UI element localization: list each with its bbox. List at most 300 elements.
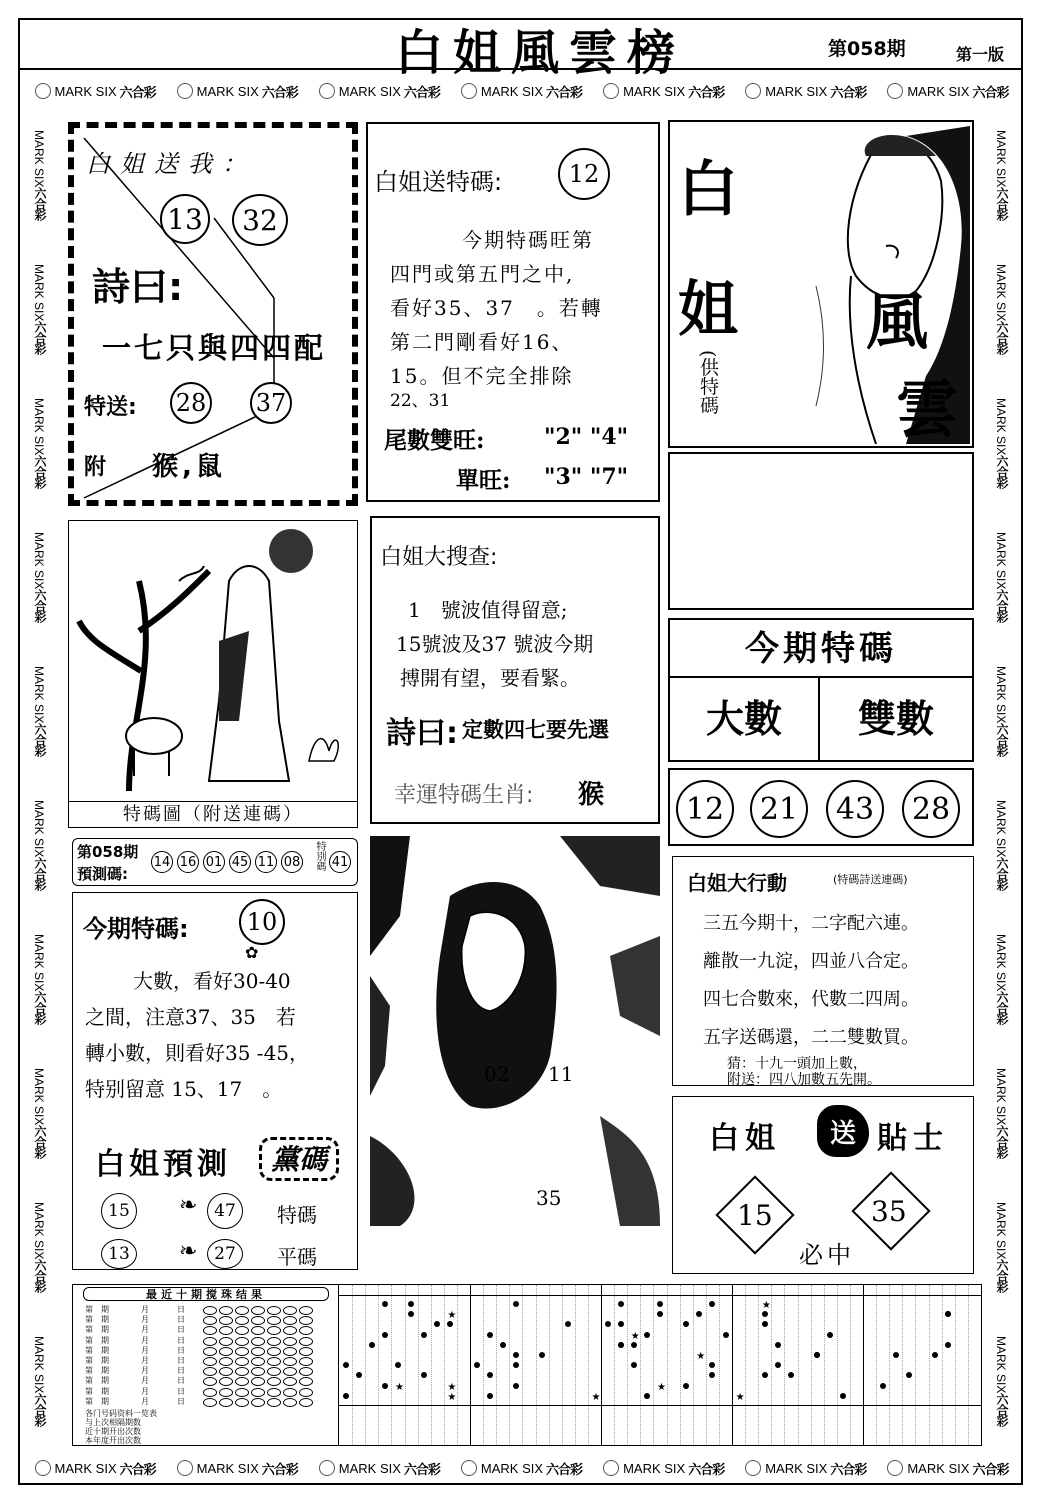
grid-star-mark: ★ bbox=[630, 1330, 640, 1342]
predict-label-2: 平碼 bbox=[277, 1245, 317, 1269]
brand-en: MARK SIX bbox=[32, 531, 46, 590]
action-line-2: 離散一九淀，四並八合定。 bbox=[703, 951, 919, 972]
grid-dot-mark bbox=[644, 1393, 650, 1399]
brand-en: MARK SIX bbox=[623, 1460, 686, 1476]
results-row-month: 月 bbox=[141, 1386, 149, 1396]
portrait-char-1: 白 bbox=[678, 155, 738, 225]
action-sub: (特碼詩送連碼) bbox=[833, 873, 908, 886]
results-ball-slot bbox=[203, 1326, 217, 1335]
brand-tag bbox=[177, 82, 298, 101]
brand-tag bbox=[991, 1202, 1011, 1292]
brand-en: MARK SIX bbox=[338, 1460, 401, 1476]
results-ball-slot bbox=[235, 1316, 249, 1325]
brand-en: MARK SIX bbox=[994, 531, 1008, 590]
action-line-4: 五字送碼還，二二雙數買。 bbox=[703, 1027, 919, 1048]
grid-dot-mark bbox=[395, 1362, 401, 1368]
brand-en: MARK SIX bbox=[32, 1201, 46, 1260]
special-line-4: 第二門剛看好16、 bbox=[390, 330, 574, 354]
grid-dot-mark bbox=[513, 1383, 519, 1389]
grid-header-rule bbox=[339, 1295, 981, 1296]
flower-icon bbox=[319, 1460, 335, 1476]
prediction-num: 11 bbox=[255, 851, 277, 873]
action-line-3: 四七合數來，代數二四周。 bbox=[703, 989, 919, 1010]
photo-box bbox=[370, 836, 660, 1226]
grid-dot-mark bbox=[513, 1301, 519, 1307]
results-row-month: 月 bbox=[141, 1396, 149, 1406]
grid-dot-mark bbox=[762, 1372, 768, 1378]
flower-icon bbox=[603, 83, 619, 99]
results-row-month: 月 bbox=[141, 1356, 149, 1365]
brand-tag bbox=[29, 1202, 49, 1292]
flower-icon bbox=[461, 83, 477, 99]
brand-en: MARK SIX bbox=[54, 1460, 117, 1476]
grid-line bbox=[640, 1285, 641, 1445]
grid-dot-mark bbox=[775, 1342, 781, 1348]
results-footer-label: 各门号码资料一览表 bbox=[85, 1409, 157, 1418]
results-row bbox=[85, 1397, 335, 1407]
brand-en: MARK SIX bbox=[32, 397, 46, 456]
grid-line bbox=[667, 1285, 668, 1445]
results-row-label: 第 期 bbox=[85, 1325, 109, 1335]
brand-zh: 六合彩 bbox=[261, 1461, 298, 1477]
grid-line bbox=[457, 1285, 458, 1445]
tips-num: 10 bbox=[239, 899, 285, 945]
results-ball-slot bbox=[299, 1326, 313, 1335]
results-ball-slot bbox=[299, 1306, 313, 1315]
results-row-month: 月 bbox=[141, 1315, 149, 1325]
woman-photo-image bbox=[370, 836, 660, 1226]
grid-dot-mark bbox=[343, 1393, 349, 1399]
search-poem: 定數四七要先選 bbox=[462, 718, 609, 742]
results-row-month: 月 bbox=[141, 1335, 149, 1345]
results-row-day: 日 bbox=[177, 1345, 185, 1355]
poem-label: 詩曰: bbox=[92, 265, 184, 309]
diagonal-lines bbox=[74, 128, 352, 500]
grid-dot-mark bbox=[356, 1372, 362, 1378]
results-ball-slot bbox=[267, 1357, 281, 1366]
grid-dot-mark bbox=[762, 1311, 768, 1317]
grid-dot-mark bbox=[644, 1332, 650, 1338]
grid-star-mark: ★ bbox=[447, 1391, 457, 1403]
grid-line bbox=[784, 1285, 785, 1445]
grid-dot-mark bbox=[840, 1393, 846, 1399]
grid-line bbox=[771, 1285, 772, 1445]
grid-line bbox=[902, 1285, 903, 1445]
single-values: "3" "7" bbox=[544, 464, 629, 490]
results-ball-slot bbox=[235, 1306, 249, 1315]
prediction-label-1: 第058期 bbox=[77, 843, 139, 861]
special-main-num: 12 bbox=[558, 148, 610, 200]
grid-line bbox=[405, 1285, 406, 1445]
brand-en: MARK SIX bbox=[480, 83, 544, 99]
predict-stamp: 黨碼 bbox=[259, 1137, 339, 1181]
photo-num-2: 11 bbox=[548, 1062, 574, 1086]
results-ball-slot bbox=[235, 1377, 249, 1386]
results-ball-slot bbox=[235, 1347, 249, 1356]
brand-zh: 六合彩 bbox=[830, 84, 867, 100]
grid-dot-mark bbox=[775, 1362, 781, 1368]
brand-tag bbox=[991, 666, 1011, 756]
grid-dot-mark bbox=[723, 1332, 729, 1338]
grid-line bbox=[496, 1285, 497, 1445]
brand-zh: 六合彩 bbox=[995, 991, 1009, 1025]
brand-en: MARK SIX bbox=[32, 1067, 46, 1126]
results-row-month: 月 bbox=[141, 1376, 149, 1386]
grid-dot-mark bbox=[618, 1301, 624, 1307]
grid-dot-mark bbox=[696, 1311, 702, 1317]
brand-tag bbox=[603, 1459, 724, 1478]
header-title: 白姐風雲榜 bbox=[394, 25, 685, 81]
results-ball-slot bbox=[299, 1388, 313, 1397]
grid-dot-mark bbox=[788, 1372, 794, 1378]
special-box bbox=[366, 122, 660, 502]
brand-tag bbox=[35, 1459, 156, 1478]
grid-footer-rule bbox=[339, 1405, 981, 1406]
results-row-label: 第 期 bbox=[85, 1376, 109, 1386]
results-ball-slot bbox=[203, 1377, 217, 1386]
special-line-3: 看好35、37 。若轉 bbox=[390, 296, 603, 320]
grid-dot-mark bbox=[369, 1342, 375, 1348]
feather-icon: ❧ bbox=[179, 1239, 198, 1264]
brand-zh: 六合彩 bbox=[546, 84, 583, 100]
brand-tag bbox=[319, 82, 440, 101]
results-ball-slot bbox=[267, 1388, 281, 1397]
grid-dot-mark bbox=[683, 1383, 689, 1389]
grid-dot-mark bbox=[709, 1362, 715, 1368]
grid-dot-mark bbox=[382, 1332, 388, 1338]
grid-dot-mark bbox=[408, 1301, 414, 1307]
even-number-cell: 雙數 bbox=[857, 697, 934, 741]
predict-title: 白姐預測 bbox=[95, 1147, 231, 1182]
flower-icon bbox=[745, 83, 761, 99]
results-row-day: 日 bbox=[177, 1315, 185, 1325]
brand-tag bbox=[745, 1459, 866, 1478]
search-line-1: 1 號波值得留意; bbox=[408, 598, 568, 622]
results-ball-slot bbox=[219, 1398, 233, 1407]
results-row bbox=[85, 1376, 335, 1386]
grid-line bbox=[824, 1285, 825, 1445]
grid-dot-mark bbox=[657, 1311, 663, 1317]
results-ball-slot bbox=[283, 1326, 297, 1335]
special-line-5: 15。但不完全排除 bbox=[390, 364, 574, 388]
brand-tag bbox=[29, 1068, 49, 1158]
flower-icon bbox=[887, 83, 903, 99]
action-guess: 猜：十九一頭加上數， bbox=[727, 1056, 867, 1072]
results-row-day: 日 bbox=[177, 1396, 185, 1406]
special-num-1: 28 bbox=[170, 382, 212, 424]
brand-en: MARK SIX bbox=[32, 1335, 46, 1394]
brand-zh: 六合彩 bbox=[995, 1259, 1009, 1293]
edition-label: 第一版 bbox=[956, 45, 1005, 64]
results-left-panel bbox=[73, 1285, 339, 1445]
results-ball-slot bbox=[283, 1347, 297, 1356]
grid-line bbox=[627, 1285, 628, 1445]
grid-line bbox=[431, 1285, 432, 1445]
grid-line bbox=[850, 1285, 851, 1445]
results-ball-slot bbox=[235, 1367, 249, 1376]
results-ball-slot bbox=[251, 1306, 265, 1315]
grid-dot-mark bbox=[474, 1362, 480, 1368]
prediction-row bbox=[72, 838, 358, 886]
results-ball-slot bbox=[251, 1367, 265, 1376]
brand-zh: 六合彩 bbox=[688, 1461, 725, 1477]
grid-dot-mark bbox=[513, 1352, 519, 1358]
brand-zh: 六合彩 bbox=[119, 84, 156, 100]
results-ball-slot bbox=[267, 1347, 281, 1356]
brand-zh: 六合彩 bbox=[33, 857, 47, 891]
brand-en: MARK SIX bbox=[32, 129, 46, 188]
results-ball-slot bbox=[219, 1357, 233, 1366]
grid-line bbox=[549, 1285, 550, 1445]
brand-zh: 六合彩 bbox=[972, 84, 1009, 100]
photo-num-1: 02 bbox=[484, 1062, 510, 1086]
grid-star-mark: ★ bbox=[761, 1300, 771, 1311]
brand-zh: 六合彩 bbox=[261, 84, 298, 100]
grid-star-mark: ★ bbox=[447, 1310, 457, 1322]
results-row-label: 第 期 bbox=[85, 1356, 109, 1365]
results-ball-slot bbox=[235, 1398, 249, 1407]
brand-en: MARK SIX bbox=[338, 83, 401, 99]
flower-icon bbox=[603, 1460, 619, 1476]
results-ball-slot bbox=[219, 1347, 233, 1356]
poem-num-2: 32 bbox=[232, 194, 288, 246]
special-num-2: 37 bbox=[250, 382, 292, 424]
grid-line bbox=[758, 1285, 759, 1445]
results-ball-slot bbox=[219, 1367, 233, 1376]
tail-values: "2" "4" bbox=[544, 424, 629, 450]
grid-line bbox=[680, 1285, 681, 1445]
brand-zh: 六合彩 bbox=[688, 84, 725, 100]
grid-dot-mark bbox=[539, 1352, 545, 1358]
tail-label: 尾數雙旺: bbox=[384, 427, 485, 454]
brand-en: MARK SIX bbox=[623, 83, 686, 99]
results-ball-slot bbox=[219, 1337, 233, 1346]
old-man-with-goat-image bbox=[69, 521, 357, 801]
grid-line bbox=[483, 1285, 484, 1445]
single-label: 單旺: bbox=[456, 467, 511, 494]
results-row-day: 日 bbox=[177, 1305, 185, 1314]
grid-line bbox=[811, 1285, 812, 1445]
results-ball-slot bbox=[251, 1388, 265, 1397]
tips-line-3: 轉小數，則看好35 -45， bbox=[85, 1041, 310, 1065]
portrait-char-3: 風 bbox=[866, 285, 929, 358]
results-ball-slot bbox=[267, 1306, 281, 1315]
grid-line bbox=[522, 1285, 523, 1445]
brand-zh: 六合彩 bbox=[995, 1125, 1009, 1159]
brand-tag bbox=[887, 1459, 1008, 1478]
search-box bbox=[370, 516, 660, 824]
brand-en: MARK SIX bbox=[32, 933, 46, 992]
grid-star-mark: ★ bbox=[394, 1381, 404, 1393]
brand-tag bbox=[991, 1336, 1011, 1426]
results-ball-slot bbox=[267, 1398, 281, 1407]
results-row bbox=[85, 1346, 335, 1356]
grid-dot-mark bbox=[709, 1372, 715, 1378]
results-ball-slot bbox=[235, 1357, 249, 1366]
grid-dot-mark bbox=[382, 1301, 388, 1307]
predict-a-1: 15 bbox=[101, 1193, 137, 1229]
brand-zh: 六合彩 bbox=[33, 1125, 47, 1159]
tips-line-2: 之間，注意37、35 若 bbox=[85, 1005, 296, 1029]
brand-zh: 六合彩 bbox=[33, 723, 47, 757]
results-row bbox=[85, 1366, 335, 1376]
action-gift: 附送：四八加數五先開。 bbox=[727, 1072, 881, 1088]
lucky-label: 幸運特碼生肖: bbox=[394, 783, 534, 808]
grid-line bbox=[470, 1285, 471, 1445]
brand-en: MARK SIX bbox=[994, 397, 1008, 456]
special-title: 白姐送特碼: bbox=[374, 168, 503, 196]
results-ball-slot bbox=[219, 1377, 233, 1386]
hint-num-2: 35 bbox=[871, 1195, 907, 1228]
results-ball-slot bbox=[235, 1326, 249, 1335]
brand-tag bbox=[991, 532, 1011, 622]
brand-tag bbox=[29, 934, 49, 1024]
results-footer-label: 近十期开出次数 bbox=[85, 1427, 141, 1436]
hint-title-2: 貼士 bbox=[877, 1121, 949, 1156]
tp-num-2: 21 bbox=[750, 780, 808, 838]
results-row-label: 第 期 bbox=[85, 1396, 109, 1406]
brand-tag bbox=[991, 800, 1011, 890]
grid-dot-mark bbox=[657, 1301, 663, 1307]
results-ball-slot bbox=[219, 1326, 233, 1335]
results-ball-slot bbox=[251, 1326, 265, 1335]
results-ball-slot bbox=[299, 1398, 313, 1407]
prediction-label-2: 預測碼: bbox=[77, 865, 128, 883]
grid-dot-mark bbox=[487, 1372, 493, 1378]
predict-label-1: 特碼 bbox=[277, 1203, 317, 1227]
grid-dot-mark bbox=[631, 1362, 637, 1368]
results-ball-slot bbox=[203, 1398, 217, 1407]
results-ball-slot bbox=[299, 1357, 313, 1366]
flower-icon bbox=[887, 1460, 903, 1476]
grid-dot-mark bbox=[945, 1342, 951, 1348]
brand-zh: 六合彩 bbox=[33, 589, 47, 623]
results-ball-slot bbox=[283, 1316, 297, 1325]
search-line-2: 15號波及37 號波今期 bbox=[396, 632, 594, 656]
tp-num-1: 12 bbox=[676, 780, 734, 838]
portrait-box bbox=[668, 120, 974, 448]
brand-en: MARK SIX bbox=[994, 263, 1008, 322]
brand-tag bbox=[177, 1459, 298, 1478]
results-ball-slot bbox=[267, 1316, 281, 1325]
portrait-char-4: 雲 bbox=[896, 373, 959, 446]
special-line-2: 四門或第五門之中, bbox=[390, 262, 575, 286]
grid-dot-mark bbox=[447, 1321, 453, 1327]
tp-num-4: 28 bbox=[902, 780, 960, 838]
grid-line bbox=[942, 1285, 943, 1445]
results-ball-slot bbox=[203, 1388, 217, 1397]
results-ball-slot bbox=[299, 1316, 313, 1325]
grid-line bbox=[706, 1285, 707, 1445]
poem-num-1: 13 bbox=[160, 194, 210, 244]
results-row-label: 第 期 bbox=[85, 1315, 109, 1325]
grid-dot-mark bbox=[906, 1372, 912, 1378]
brand-zh: 六合彩 bbox=[995, 187, 1009, 221]
search-poem-label: 詩曰: bbox=[386, 716, 458, 751]
results-grid bbox=[339, 1285, 981, 1445]
brand-strip-right bbox=[988, 108, 1014, 1448]
brand-tag bbox=[29, 398, 49, 488]
grid-line bbox=[588, 1285, 589, 1445]
grid-dot-mark bbox=[565, 1321, 571, 1327]
brand-zh: 六合彩 bbox=[403, 1461, 440, 1477]
brand-zh: 六合彩 bbox=[33, 321, 47, 355]
flower-icon bbox=[177, 1460, 193, 1476]
grid-dot-mark bbox=[618, 1342, 624, 1348]
flower-icon bbox=[35, 1460, 51, 1476]
brand-tag bbox=[29, 800, 49, 890]
brand-zh: 六合彩 bbox=[830, 1461, 867, 1477]
grid-line bbox=[745, 1285, 746, 1445]
hint-stamp: 送 bbox=[817, 1105, 869, 1157]
results-ball-slot bbox=[267, 1337, 281, 1346]
results-ball-slot bbox=[267, 1326, 281, 1335]
grid-dot-mark bbox=[513, 1362, 519, 1368]
grid-dot-mark bbox=[945, 1311, 951, 1317]
brand-zh: 六合彩 bbox=[33, 1259, 47, 1293]
results-row-month: 月 bbox=[141, 1305, 149, 1314]
brand-zh: 六合彩 bbox=[995, 589, 1009, 623]
brand-en: MARK SIX bbox=[32, 665, 46, 724]
brand-en: MARK SIX bbox=[994, 933, 1008, 992]
grid-dot-mark bbox=[421, 1332, 427, 1338]
brand-zh: 六合彩 bbox=[119, 1461, 156, 1477]
flower-icon bbox=[461, 1460, 477, 1476]
special-line-6: 22、31 bbox=[390, 391, 451, 411]
results-ball-slot bbox=[219, 1306, 233, 1315]
results-ball-slot bbox=[283, 1388, 297, 1397]
prediction-num: 01 bbox=[203, 851, 225, 873]
attach-text: 猴,鼠 bbox=[152, 452, 226, 482]
grid-dot-mark bbox=[932, 1352, 938, 1358]
hint-title: 白姐 bbox=[709, 1121, 781, 1156]
brand-en: MARK SIX bbox=[994, 799, 1008, 858]
brand-tag bbox=[991, 264, 1011, 354]
illustration-caption: 特碼圖（附送連碼） bbox=[69, 801, 357, 827]
flower-icon bbox=[319, 83, 335, 99]
brand-en: MARK SIX bbox=[765, 1460, 828, 1476]
results-row bbox=[85, 1387, 335, 1397]
results-footer-label: 与上次相隔期数 bbox=[85, 1418, 141, 1427]
results-ball-slot bbox=[251, 1337, 265, 1346]
results-ball-slot bbox=[203, 1367, 217, 1376]
grid-dot-mark bbox=[631, 1342, 637, 1348]
brand-en: MARK SIX bbox=[994, 1067, 1008, 1126]
grid-dot-mark bbox=[500, 1342, 506, 1348]
brand-en: MARK SIX bbox=[196, 1460, 259, 1476]
brand-strip-left bbox=[26, 108, 52, 1448]
results-ball-slot bbox=[283, 1306, 297, 1315]
results-ball-slot bbox=[251, 1316, 265, 1325]
grid-dot-mark bbox=[605, 1321, 611, 1327]
grid-line bbox=[444, 1285, 445, 1445]
tips-line-4: 特别留意 15、17 。 bbox=[85, 1077, 283, 1101]
results-row bbox=[85, 1325, 335, 1335]
results-row-day: 日 bbox=[177, 1335, 185, 1345]
results-ball-slot bbox=[203, 1357, 217, 1366]
this-period-title: 今期特碼 bbox=[670, 620, 972, 678]
results-row-label: 第 期 bbox=[85, 1345, 109, 1355]
action-title: 白姐大行動 bbox=[687, 871, 787, 895]
brand-en: MARK SIX bbox=[994, 1335, 1008, 1394]
grid-star-mark: ★ bbox=[735, 1391, 745, 1403]
brand-en: MARK SIX bbox=[32, 263, 46, 322]
brand-zh: 六合彩 bbox=[995, 857, 1009, 891]
this-period-numbers bbox=[668, 768, 974, 846]
results-row bbox=[85, 1356, 335, 1366]
brand-tag bbox=[991, 934, 1011, 1024]
grid-dot-mark bbox=[382, 1383, 388, 1389]
